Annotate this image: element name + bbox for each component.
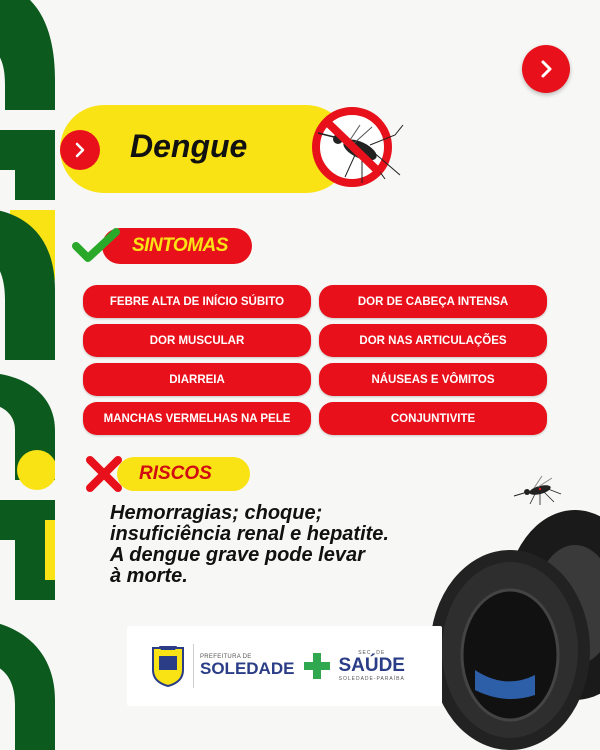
health-cross-icon: [302, 651, 332, 681]
prefeitura-logo: [200, 654, 294, 678]
chevron-right-icon: [536, 59, 556, 79]
page-title: Dengue: [130, 128, 248, 164]
riscos-header: [85, 456, 250, 492]
symptom-item: CONJUNTIVITE: [319, 402, 547, 435]
background-decorative-letters: [0, 0, 55, 750]
divider: [193, 644, 194, 688]
risk-line: à morte.: [110, 565, 188, 587]
mosquito-icon: [512, 472, 562, 506]
saude-logo: [338, 650, 405, 682]
symptom-item: DOR MUSCULAR: [83, 324, 311, 357]
symptom-item: DIARREIA: [83, 363, 311, 396]
risk-line: A dengue grave pode levar: [110, 544, 365, 566]
prefeitura-small-text: PREFEITURA DE: [200, 654, 252, 660]
symptom-item: DOR NAS ARTICULAÇÕES: [319, 324, 547, 357]
saude-name: SAÚDE: [338, 655, 405, 676]
symptom-item: NÁUSEAS E VÔMITOS: [319, 363, 547, 396]
sintomas-header: [72, 228, 252, 264]
tires-image: [425, 510, 600, 750]
riscos-label: RISCOS: [117, 457, 250, 491]
risk-line: insuficiência renal e hepatite.: [110, 523, 389, 545]
sec-small-text: SEC. DE: [358, 650, 386, 656]
saude-subtitle: SOLEDADE-PARAÍBA: [338, 676, 405, 682]
next-button[interactable]: [522, 45, 570, 93]
crest-icon: [149, 644, 187, 688]
symptom-item: MANCHAS VERMELHAS NA PELE: [83, 402, 311, 435]
sintomas-label: SINTOMAS: [102, 228, 252, 264]
logos-footer: [127, 626, 442, 706]
x-icon: [85, 456, 123, 492]
check-icon: [72, 228, 120, 264]
title-arrow-button[interactable]: [60, 130, 100, 170]
risk-line: Hemorragias; choque;: [110, 502, 323, 524]
risk-description: [110, 503, 450, 587]
no-mosquito-icon: [300, 105, 410, 190]
chevron-right-icon: [72, 142, 88, 158]
symptom-item: DOR DE CABEÇA INTENSA: [319, 285, 547, 318]
prefeitura-name: SOLEDADE: [200, 659, 295, 678]
symptoms-grid: [83, 285, 547, 435]
symptom-item: FEBRE ALTA DE INÍCIO SÚBITO: [83, 285, 311, 318]
